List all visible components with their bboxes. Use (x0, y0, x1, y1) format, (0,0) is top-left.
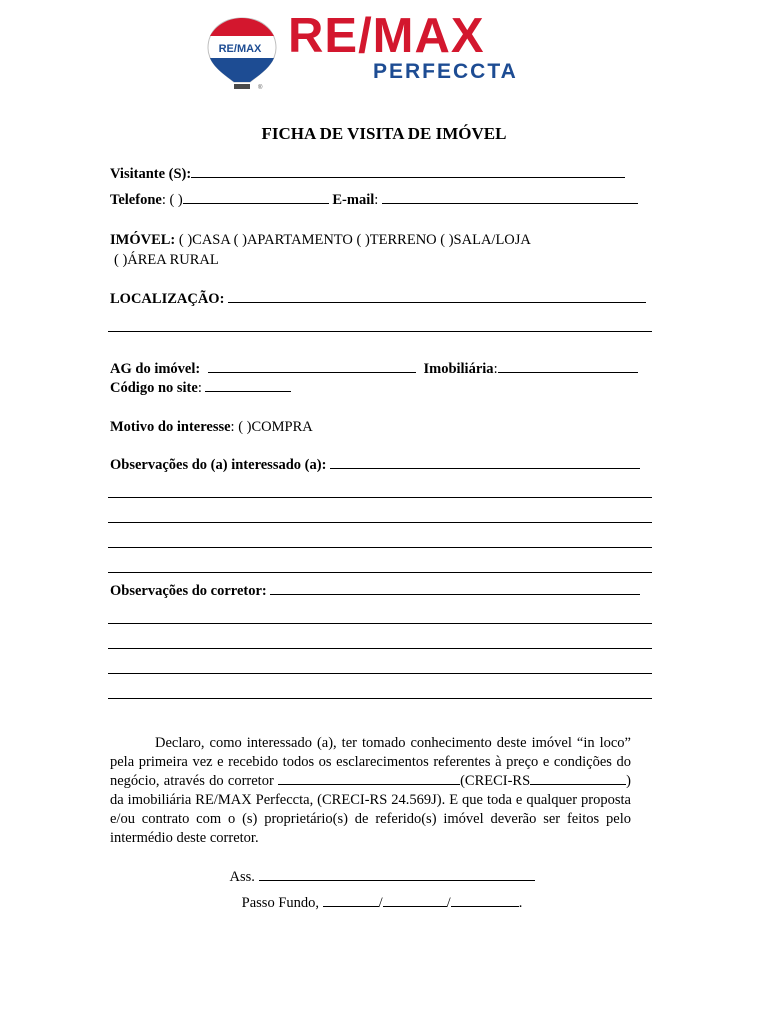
localizacao-line (110, 291, 646, 308)
ag-line (110, 361, 638, 378)
ass-label: Ass. (229, 869, 255, 885)
obs-corretor-label: Observações do corretor: (110, 583, 267, 599)
place-label: Passo Fundo, (241, 895, 320, 911)
creci-field[interactable] (530, 773, 626, 785)
declaration-paragraph (110, 734, 631, 848)
obs-interessado-line-2[interactable] (108, 497, 652, 498)
imobiliaria-field[interactable] (498, 361, 638, 373)
obs-corretor-line-3[interactable] (108, 648, 652, 649)
obs-interessado-field[interactable] (330, 457, 640, 469)
visitante-label: Visitante (S): (110, 166, 192, 182)
obs-interessado-label: Observações do (a) interessado (a): (110, 457, 327, 473)
office-name: PERFECCTA (373, 60, 518, 83)
localizacao-line-2[interactable] (108, 331, 652, 332)
obs-corretor-line-2[interactable] (108, 623, 652, 624)
ag-field[interactable] (208, 361, 416, 373)
registered-mark: ® (258, 85, 263, 90)
creci-open: (CRECI-RS (460, 773, 531, 789)
imobiliaria-label: Imobiliária (423, 361, 494, 377)
localizacao-label: LOCALIZAÇÃO: (110, 291, 225, 307)
telefone-paren: : ( ) (161, 192, 183, 208)
codigo-field[interactable] (205, 380, 291, 392)
imobiliaria-colon: : (493, 361, 498, 377)
year-field[interactable] (451, 895, 519, 907)
email-field[interactable] (382, 192, 638, 204)
obs-corretor-line-5[interactable] (108, 698, 652, 699)
localizacao-field[interactable] (228, 291, 646, 303)
motivo-options[interactable]: : ( )COMPRA (230, 419, 313, 435)
obs-interessado-line (110, 457, 640, 474)
imovel-label: IMÓVEL: (110, 232, 176, 248)
visitante-field[interactable] (191, 166, 625, 178)
signature-field[interactable] (259, 869, 535, 881)
page-title: FICHA DE VISITA DE IMÓVEL (261, 124, 507, 143)
contato-line (110, 192, 638, 209)
obs-interessado-line-4[interactable] (108, 547, 652, 548)
month-field[interactable] (383, 895, 447, 907)
creci-close: ) (626, 773, 632, 789)
imovel-option-area-rural[interactable]: ( )ÁREA RURAL (114, 252, 219, 268)
brand-name: RE/MAX (288, 9, 485, 63)
date-end: . (518, 895, 523, 911)
obs-corretor-field[interactable] (270, 583, 640, 595)
declaration-text-1: Declaro, como interessado (a), ter tomado conhecimento deste imóvel “in loco” pela primeira vez e recebido todos os esclarecimentos referentes à preço e condições do negócio, através do corretor (110, 735, 631, 789)
email-label: E-mail (332, 192, 375, 208)
email-colon: : (374, 192, 379, 208)
date-line (0, 895, 766, 912)
declaration-text-2: da imobiliária RE/MAX Perfeccta, (CRECI-RS 24.569J). E que toda e qualquer proposta e/ou contrato com o (s) proprietário(s) de referido(s) imóvel deverão ser feitos pelo intermédio deste corretor. (110, 792, 631, 846)
codigo-label: Código no site (110, 380, 198, 396)
imovel-line-2 (114, 252, 219, 269)
codigo-line (110, 380, 291, 397)
corretor-field[interactable] (278, 773, 460, 785)
visitante-line (110, 166, 625, 183)
telefone-label: Telefone (110, 192, 162, 208)
motivo-line (110, 419, 313, 436)
remax-logo (204, 9, 566, 90)
balloon-text: RE/MAX (218, 43, 262, 55)
date-slash-1: / (378, 895, 383, 911)
obs-interessado-line-3[interactable] (108, 522, 652, 523)
obs-interessado-line-5[interactable] (108, 572, 652, 573)
obs-corretor-line (110, 583, 640, 600)
imovel-options[interactable]: ( )CASA ( )APARTAMENTO ( )TERRENO ( )SALA/LOJA (175, 232, 531, 248)
codigo-colon: : (197, 380, 202, 396)
telefone-field[interactable] (183, 192, 329, 204)
day-field[interactable] (323, 895, 379, 907)
date-slash-2: / (446, 895, 451, 911)
obs-corretor-line-4[interactable] (108, 673, 652, 674)
balloon-icon (204, 14, 284, 90)
imovel-line (110, 232, 531, 249)
motivo-label: Motivo do interesse (110, 419, 231, 435)
signature-line (0, 869, 766, 886)
ag-label: AG do imóvel: (110, 361, 201, 377)
